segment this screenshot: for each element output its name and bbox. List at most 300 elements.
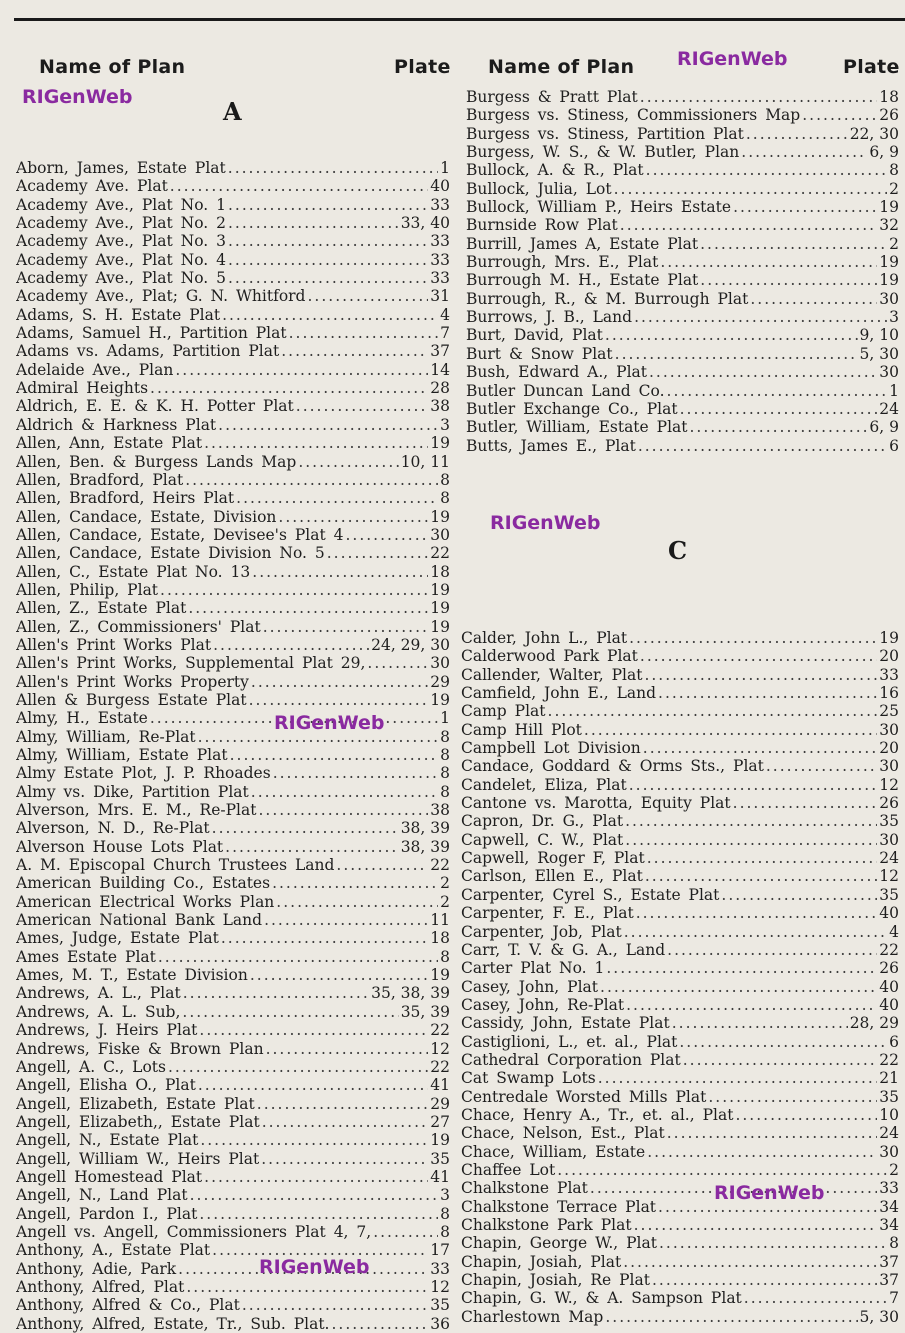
dot-leader: [228, 251, 428, 269]
dot-leader: [667, 382, 888, 400]
index-entry: [16, 434, 450, 452]
dot-leader: [249, 691, 429, 709]
index-entry: [16, 746, 450, 764]
dot-leader: [600, 978, 877, 996]
index-entry: [461, 739, 899, 757]
plan-name: Adams, S. H. Estate Plat: [16, 305, 221, 324]
index-entry: [16, 1296, 450, 1314]
plan-name: Anthony, A., Estate Plat: [16, 1241, 211, 1260]
plan-name: Camfield, John E., Land: [461, 684, 657, 703]
plan-name: Carpenter, F. E., Plat: [461, 904, 634, 923]
plate-number: 11: [430, 911, 450, 930]
plan-name: Chace, Nelson, Est., Plat: [461, 1124, 665, 1143]
plate-number: 38, 39: [400, 837, 450, 856]
plate-number: 38, 39: [400, 819, 450, 838]
index-entry: [461, 757, 899, 775]
plan-name: Burrill, James A, Estate Plat: [466, 234, 699, 253]
index-entry: [461, 886, 899, 904]
index-entry: [16, 911, 450, 929]
plate-number: 29: [430, 1094, 450, 1113]
dot-leader: [221, 929, 428, 947]
plate-number: 40: [879, 977, 899, 996]
plate-number: 8: [889, 1234, 899, 1253]
index-entry: [461, 1088, 899, 1106]
plate-number: 41: [430, 1076, 450, 1095]
plan-name: Alverson, N. D., Re-Plat: [16, 819, 210, 838]
watermark-text: RIGenWeb: [259, 1256, 370, 1278]
dot-leader: [186, 1278, 428, 1296]
dot-leader: [649, 363, 877, 381]
dot-leader: [646, 161, 887, 179]
plan-name: Angell, N., Estate Plat: [16, 1131, 199, 1150]
index-entry: [16, 1186, 450, 1204]
plate-number: 4: [440, 305, 450, 324]
plate-number: 10, 11: [400, 452, 450, 471]
plate-number: 37: [430, 342, 450, 361]
plate-number: 24: [879, 399, 899, 418]
plan-name: Allen, Ben. & Burgess Lands Map: [16, 452, 297, 471]
index-entry: [16, 819, 450, 837]
plate-number: 24: [879, 1124, 899, 1143]
plate-number: 6: [889, 1032, 899, 1051]
dot-leader: [276, 893, 438, 911]
index-entry: [16, 581, 450, 599]
plate-number: 19: [430, 690, 450, 709]
plan-name: Academy Ave., Plat No. 1: [16, 195, 226, 214]
plate-number: 22: [430, 1057, 450, 1076]
watermark-text: RIGenWeb: [274, 712, 385, 734]
index-entry: [466, 363, 899, 381]
dot-leader: [373, 1223, 438, 1241]
plate-number: 2: [440, 892, 450, 911]
dot-leader: [647, 849, 878, 867]
plate-number: 29: [430, 672, 450, 691]
plate-number: 9, 10: [859, 326, 899, 345]
index-entry: [466, 216, 899, 234]
dot-leader: [636, 904, 878, 922]
plan-name: Casey, John, Re-Plat: [461, 995, 625, 1014]
plate-number: 30: [879, 830, 899, 849]
plate-number: 12: [879, 867, 899, 886]
plate-number: 34: [879, 1197, 899, 1216]
plan-name: Chapin, Josiah, Plat: [461, 1252, 622, 1271]
dot-leader: [640, 88, 878, 106]
plan-name: Campbell Lot Division: [461, 739, 641, 758]
plate-number: 33, 40: [400, 214, 450, 233]
plan-name: Admiral Heights: [16, 379, 149, 398]
plan-name: Butler Exchange Co., Plat: [466, 399, 678, 418]
dot-leader: [251, 673, 428, 691]
plate-number: 19: [879, 253, 899, 272]
plate-number: 20: [879, 647, 899, 666]
plan-name: Burt, David, Plat: [466, 326, 603, 345]
dot-leader: [625, 812, 877, 830]
dot-leader: [175, 361, 428, 379]
plan-name: Bullock, William P., Heirs Estate: [466, 198, 732, 217]
index-entry: [466, 125, 899, 143]
plan-name: Callender, Walter, Plat: [461, 665, 643, 684]
plate-number: 3: [889, 308, 899, 327]
plate-number: 26: [879, 106, 899, 125]
dot-leader: [242, 1296, 428, 1314]
dot-leader: [200, 1131, 428, 1149]
dot-leader: [198, 1076, 428, 1094]
index-entry: [16, 1076, 450, 1094]
plate-number: 19: [430, 599, 450, 618]
dot-leader: [199, 1205, 438, 1223]
dot-leader: [721, 886, 877, 904]
index-entry: [16, 453, 450, 471]
dot-leader: [667, 1124, 878, 1142]
index-entry: [16, 269, 450, 287]
dot-leader: [158, 948, 438, 966]
plate-number: 14: [430, 360, 450, 379]
plate-number: 26: [879, 959, 899, 978]
plan-name: Allen, C., Estate Plat No. 13: [16, 562, 251, 581]
plate-number: 18: [430, 562, 450, 581]
index-entry: [16, 856, 450, 874]
index-entry: [466, 345, 899, 363]
index-entry: [461, 629, 899, 647]
plan-name: Burgess, W. S., & W. Butler, Plan: [466, 143, 740, 162]
plan-name: Allen & Burgess Estate Plat: [16, 690, 247, 709]
index-entry: [16, 489, 450, 507]
plate-number: 35: [879, 1087, 899, 1106]
plan-name: Casey, John, Plat: [461, 977, 599, 996]
index-entry: [461, 776, 899, 794]
index-entry: [16, 526, 450, 544]
plate-number: 38: [430, 801, 450, 820]
dot-leader: [638, 437, 887, 455]
index-entry: [466, 198, 899, 216]
index-entry: [16, 874, 450, 892]
plan-name: Centredale Worsted Mills Plat: [461, 1087, 707, 1106]
dot-leader: [168, 1058, 428, 1076]
index-entry: [16, 709, 450, 727]
dot-leader: [327, 544, 429, 562]
index-entry: [461, 647, 899, 665]
index-entry: [461, 1014, 899, 1032]
dot-leader: [658, 684, 877, 702]
plan-name: Academy Ave., Plat; G. N. Whitford: [16, 287, 306, 306]
dot-leader: [236, 489, 438, 507]
plate-number: 12: [879, 775, 899, 794]
plate-number: 31: [430, 287, 450, 306]
plan-name: Candelet, Eliza, Plat: [461, 775, 627, 794]
index-entry: [461, 721, 899, 739]
plate-number: 12: [430, 1039, 450, 1058]
plate-number: 8: [440, 1222, 450, 1241]
plan-name: Burrows, J. B., Land: [466, 308, 633, 327]
plate-number: 22: [430, 544, 450, 563]
dot-leader: [766, 757, 877, 775]
index-entry: [466, 180, 899, 198]
plate-number: 30: [879, 363, 899, 382]
plan-name: Cantone vs. Marotta, Equity Plat: [461, 794, 731, 813]
plate-number: 19: [430, 966, 450, 985]
plan-name: Calder, John L., Plat: [461, 629, 628, 647]
dot-leader: [261, 1150, 428, 1168]
plan-name: Allen, Bradford, Plat: [16, 470, 184, 489]
index-entry: [16, 342, 450, 360]
dot-leader: [273, 764, 438, 782]
dot-leader: [667, 941, 877, 959]
plan-name: Angell, Elizabeth,, Estate Plat: [16, 1112, 260, 1131]
plate-number: 17: [430, 1241, 450, 1260]
plate-number: 2: [889, 1160, 899, 1179]
left-column-a-entries: [16, 159, 450, 1333]
dot-leader: [744, 1289, 887, 1307]
index-entry: [16, 1260, 450, 1278]
dot-leader: [690, 418, 868, 436]
plan-name: Chapin, G. W., & A. Sampson Plat: [461, 1289, 742, 1308]
index-entry: [16, 1150, 450, 1168]
plate-number: 6: [889, 436, 899, 455]
plan-name: Chapin, Josiah, Re Plat: [461, 1271, 650, 1290]
index-entry: [16, 1241, 450, 1259]
index-entry: [16, 397, 450, 415]
plan-name: Andrews, J. Heirs Plat: [16, 1021, 198, 1040]
index-entry: [461, 1253, 899, 1271]
plate-number: 6, 9: [869, 143, 899, 162]
dot-leader: [228, 159, 438, 177]
index-entry: [461, 849, 899, 867]
plan-name: Capron, Dr. G., Plat: [461, 812, 624, 831]
index-entry: [16, 1315, 450, 1333]
dot-leader: [183, 984, 369, 1002]
dot-leader: [228, 196, 428, 214]
plate-number: 38: [430, 397, 450, 416]
index-entry: [461, 1271, 899, 1289]
plate-number: 6, 9: [869, 418, 899, 437]
index-entry: [16, 1131, 450, 1149]
index-entry: [461, 867, 899, 885]
dot-leader: [345, 526, 428, 544]
plate-number: 40: [879, 995, 899, 1014]
dot-leader: [680, 400, 878, 418]
plate-number: 28: [430, 379, 450, 398]
plate-number: 2: [889, 179, 899, 198]
plan-name: Carpenter, Cyrel S., Estate Plat: [461, 885, 720, 904]
plan-name: Carr, T. V. & G. A., Land: [461, 940, 666, 959]
index-entry: [16, 893, 450, 911]
top-rule: [14, 18, 905, 21]
index-entry: [466, 308, 899, 326]
dot-leader: [257, 1095, 429, 1113]
plate-number: 2: [440, 874, 450, 893]
index-entry: [16, 563, 450, 581]
dot-leader: [228, 232, 428, 250]
plan-name: Academy Ave. Plat: [16, 177, 168, 196]
plan-name: Castiglioni, L., et. al., Plat: [461, 1032, 678, 1051]
plate-number: 16: [879, 684, 899, 703]
dot-leader: [802, 106, 877, 124]
plan-name: Capwell, Roger F, Plat: [461, 849, 645, 868]
plan-name: Almy, William, Estate Plat: [16, 746, 228, 764]
plate-number: 7: [889, 1289, 899, 1308]
dot-leader: [228, 269, 428, 287]
plan-name: Burnside Row Plat: [466, 216, 618, 235]
index-entry: [16, 929, 450, 947]
index-entry: [16, 232, 450, 250]
index-entry: [466, 253, 899, 271]
plan-name: Chace, William, Estate: [461, 1142, 646, 1161]
dot-leader: [746, 125, 848, 143]
plan-name: A. M. Episcopal Church Trustees Land: [16, 856, 335, 875]
index-entry: [16, 1223, 450, 1241]
dot-leader: [190, 1186, 439, 1204]
plate-number: 30: [879, 720, 899, 739]
plate-number: 34: [879, 1216, 899, 1234]
plate-number: 35: [430, 1296, 450, 1315]
plan-name: American National Bank Land: [16, 911, 263, 930]
plate-number: 35: [879, 885, 899, 904]
index-entry: [16, 544, 450, 562]
plan-name: Aldrich, E. E. & K. H. Potter Plat: [16, 397, 294, 416]
plan-name: Butts, James E., Plat: [466, 436, 636, 455]
index-entry: [466, 382, 899, 400]
plan-name: Angell Homestead Plat: [16, 1167, 203, 1186]
dot-leader: [204, 434, 428, 452]
dot-leader: [331, 1315, 428, 1333]
dot-leader: [605, 326, 858, 344]
plate-number: 35: [879, 812, 899, 831]
index-entry: [16, 306, 450, 324]
plate-number: 33: [430, 269, 450, 288]
plate-number: 40: [430, 177, 450, 196]
index-entry: [461, 702, 899, 720]
index-entry: [461, 666, 899, 684]
plan-name: Adams vs. Adams, Partition Plat: [16, 342, 280, 361]
plan-name: Allen's Print Works Property: [16, 672, 249, 691]
watermark-text: RIGenWeb: [714, 1182, 825, 1204]
right-column-b-entries: [466, 88, 899, 455]
dot-leader: [683, 1051, 878, 1069]
plan-name: Burgess vs. Stiness, Partition Plat: [466, 124, 744, 143]
index-entry: [16, 159, 450, 177]
index-entry: [466, 437, 899, 455]
plate-number: 30: [879, 1142, 899, 1161]
index-entry: [16, 636, 450, 654]
index-entry: [466, 235, 899, 253]
index-entry: [16, 966, 450, 984]
index-entry: [16, 654, 450, 672]
plan-name: Burgess & Pratt Plat: [466, 88, 638, 106]
dot-leader: [733, 198, 877, 216]
plate-number: 22: [430, 856, 450, 875]
plan-name: Cathedral Corporation Plat: [461, 1050, 681, 1069]
plan-name: Allen, Z., Commissioners' Plat: [16, 617, 261, 636]
dot-leader: [218, 416, 438, 434]
plate-number: 19: [430, 507, 450, 526]
plan-name: Anthony, Alfred & Co., Plat: [16, 1296, 240, 1315]
plate-number: 35: [430, 1149, 450, 1168]
plate-number: 33: [430, 232, 450, 251]
dot-leader: [624, 923, 887, 941]
dot-leader: [263, 618, 429, 636]
index-entry: [461, 923, 899, 941]
index-entry: [16, 1040, 450, 1058]
plate-number: 1: [440, 709, 450, 728]
index-entry: [461, 1069, 899, 1087]
plan-name: Ames Estate Plat: [16, 947, 156, 966]
dot-leader: [188, 599, 428, 617]
plan-name: Chace, Henry A., Tr., et. al., Plat: [461, 1105, 734, 1124]
plan-name: Andrews, A. L., Plat: [16, 984, 181, 1003]
plate-number: 4: [889, 922, 899, 941]
plate-number: 19: [430, 1131, 450, 1150]
index-entry: [461, 941, 899, 959]
dot-leader: [264, 911, 428, 929]
index-entry: [16, 1205, 450, 1223]
index-entry: [16, 214, 450, 232]
plan-name: Angell, Elisha O., Plat: [16, 1076, 196, 1095]
plan-name: Alverson House Lots Plat: [16, 837, 224, 856]
section-letter-a: A: [223, 97, 242, 126]
plate-number: 24: [879, 849, 899, 868]
dot-leader: [212, 819, 399, 837]
plate-number: 12: [430, 1277, 450, 1296]
plan-name: Allen, Candace, Estate, Division: [16, 507, 277, 526]
plate-number: 8: [889, 161, 899, 180]
plan-name: Butler Duncan Land Co.: [466, 381, 665, 400]
plate-number: 35, 38, 39: [371, 984, 450, 1003]
plate-number: 8: [440, 1204, 450, 1223]
index-entry: [461, 1289, 899, 1307]
dot-leader: [643, 739, 878, 757]
dot-leader: [251, 783, 438, 801]
index-entry: [461, 1106, 899, 1124]
dot-leader: [150, 379, 428, 397]
index-entry: [466, 143, 899, 161]
plan-name: Adams, Samuel H., Partition Plat: [16, 324, 287, 343]
plan-name: Allen, Z., Estate Plat: [16, 599, 187, 618]
index-entry: [16, 801, 450, 819]
plate-number: 33: [879, 665, 899, 684]
plan-name: American Building Co., Estates: [16, 874, 271, 893]
plate-number: 7: [440, 324, 450, 343]
index-entry: [461, 831, 899, 849]
right-plate-header: Plate: [843, 56, 900, 78]
index-entry: [16, 948, 450, 966]
index-entry: [461, 1124, 899, 1142]
index-entry: [16, 764, 450, 782]
dot-leader: [605, 1308, 857, 1326]
plate-number: 19: [879, 198, 899, 217]
plan-name: Aldrich & Harkness Plat: [16, 415, 217, 434]
dot-leader: [672, 1014, 848, 1032]
plate-number: 37: [879, 1252, 899, 1271]
plan-name: Cassidy, John, Estate Plat: [461, 1014, 670, 1033]
plate-number: 3: [440, 415, 450, 434]
plan-name: Aborn, James, Estate Plat: [16, 159, 226, 177]
plate-number: 33: [430, 1259, 450, 1278]
dot-leader: [645, 867, 877, 885]
index-entry: [461, 1161, 899, 1179]
plan-name: Camp Plat: [461, 702, 546, 721]
dot-leader: [170, 177, 428, 195]
plate-number: 2: [889, 234, 899, 253]
plan-name: Carlson, Ellen E., Plat: [461, 867, 643, 886]
plate-number: 3: [440, 1186, 450, 1205]
dot-leader: [213, 636, 369, 654]
dot-leader: [367, 654, 428, 672]
dot-leader: [222, 306, 438, 324]
index-entry: [461, 1033, 899, 1051]
dot-leader: [289, 324, 439, 342]
dot-leader: [557, 1161, 887, 1179]
left-name-header: Name of Plan: [39, 56, 186, 78]
